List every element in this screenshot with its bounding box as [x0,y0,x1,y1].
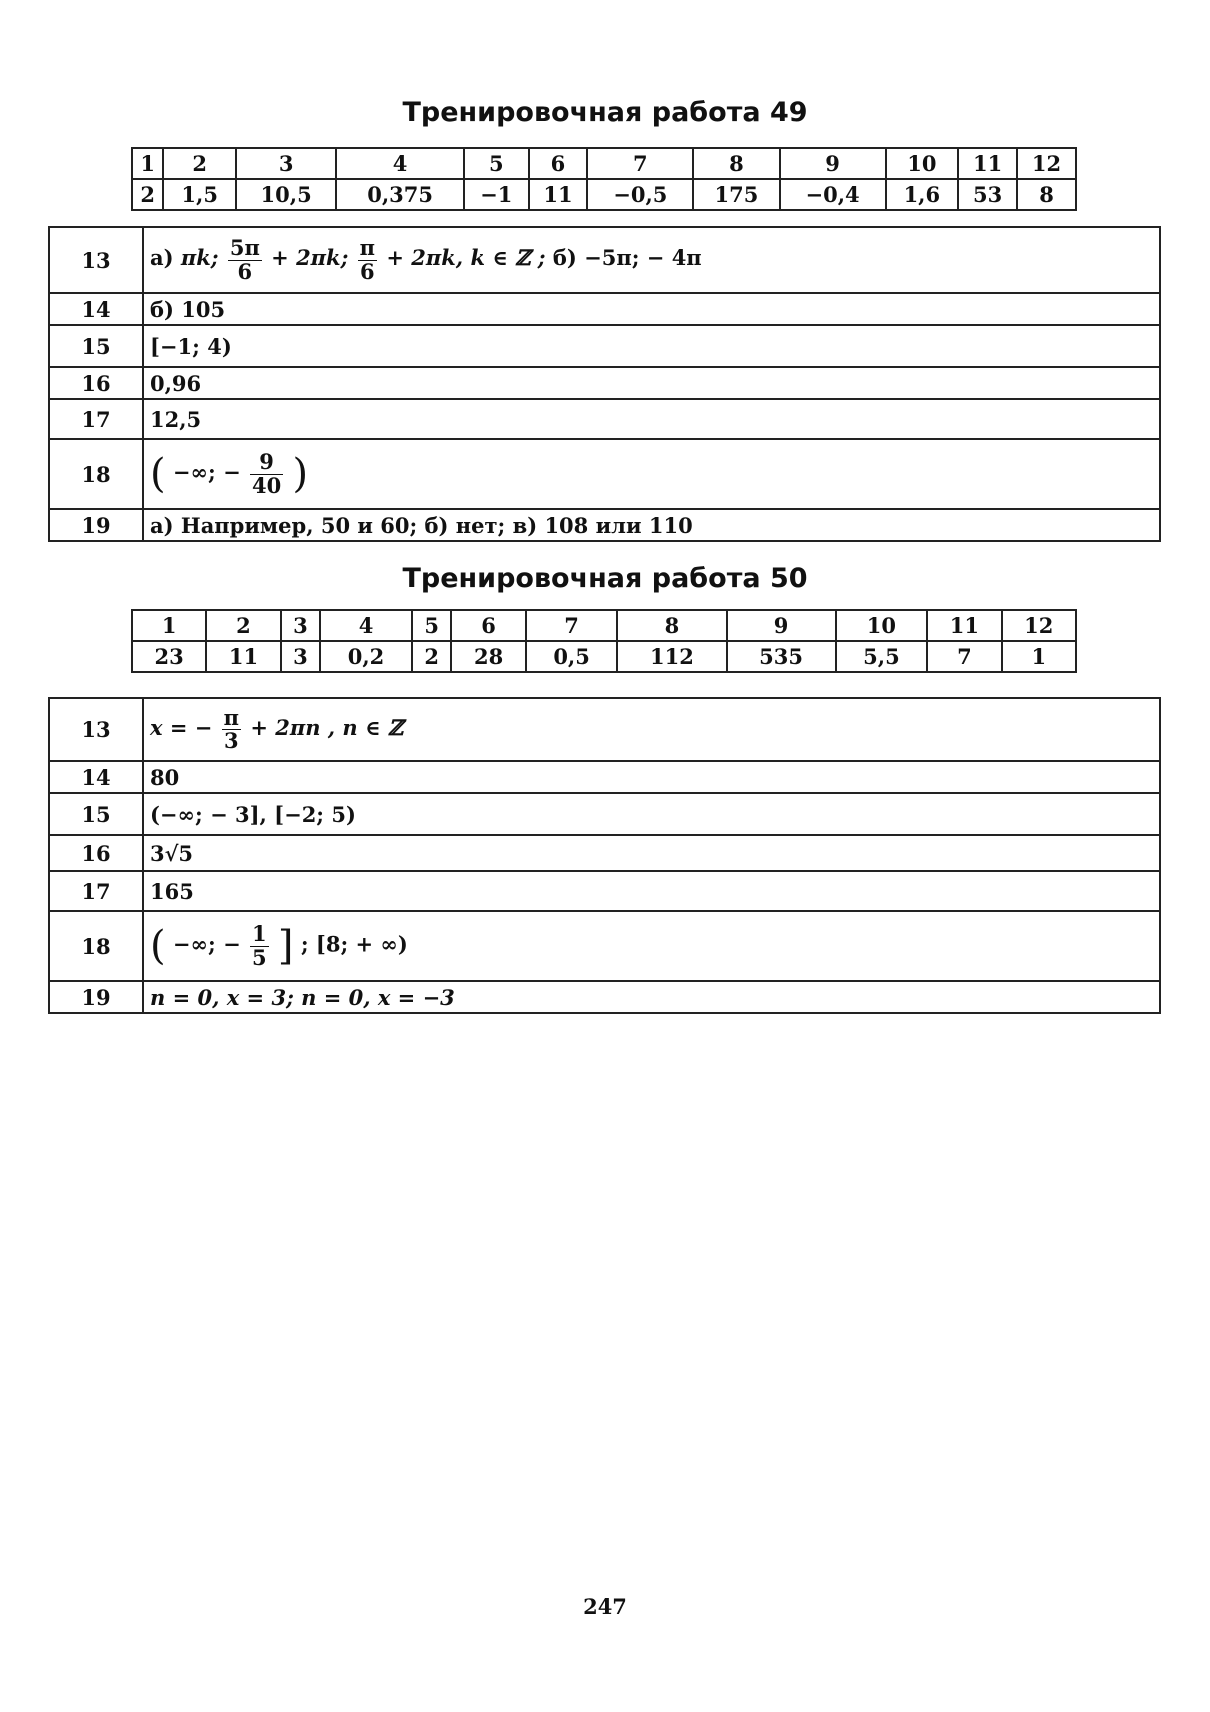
right-bracket: ] [277,923,294,969]
task-number: 16 [49,367,143,399]
part-label: б) [552,245,577,271]
header-cell: 5 [464,148,529,179]
task-number: 14 [49,293,143,325]
work50-short-answers-table [131,609,1077,673]
table-row-headers [132,610,1076,641]
fraction [250,923,269,968]
answer-cell: 10,5 [236,179,336,210]
fraction [228,237,262,282]
header-cell: 2 [206,610,280,641]
answer-cell: 5,5 [836,641,928,672]
task-number: 15 [49,325,143,367]
table-row-answers [132,641,1076,672]
answer-cell: 2 [412,641,452,672]
header-cell: 11 [927,610,1001,641]
task-number: 13 [49,227,143,293]
header-cell: 4 [336,148,464,179]
answer-cell: 0,375 [336,179,464,210]
table-row-headers [132,148,1076,179]
numerator: π [359,235,376,261]
answer-cell: 23 [132,641,206,672]
denominator: 5 [251,944,267,970]
task-number: 19 [49,981,143,1013]
table-row [49,835,1160,871]
task-number: 17 [49,871,143,911]
answer-cell: 28 [451,641,525,672]
denominator: 6 [237,258,253,284]
fraction [358,237,377,282]
header-cell: 8 [693,148,779,179]
answer-cell: 11 [529,179,588,210]
table-row [49,509,1160,541]
task-number: 14 [49,761,143,793]
header-cell: 3 [236,148,336,179]
task-number: 15 [49,793,143,835]
answer-cell: −0,5 [587,179,693,210]
table-row [49,761,1160,793]
table-row [49,439,1160,509]
answer-text: а) Например, 50 и 60; б) нет; в) 108 или 110 [143,509,1160,541]
answer-text: (−∞; − 3], [−2; 5) [143,793,1160,835]
work49-title: Тренировочная работа 49 [402,97,808,128]
answer-cell: 8 [1017,179,1076,210]
expr-part: −5π; − 4π [584,245,702,271]
answer-cell: −0,4 [780,179,886,210]
answer-cell: 0,5 [526,641,618,672]
right-bracket: ) [292,451,309,497]
header-cell: 12 [1017,148,1076,179]
task-number: 16 [49,835,143,871]
answer-cell: 1,5 [163,179,236,210]
answer-cell: 3 [281,641,321,672]
answer-cell: 1 [1002,641,1076,672]
table-row-answers [132,179,1076,210]
answer-text [143,911,1160,981]
table-row [49,367,1160,399]
table-row [49,399,1160,439]
answer-cell: 1,6 [886,179,959,210]
numerator: 9 [250,451,283,474]
task-number: 17 [49,399,143,439]
expr-part: ; [8; + ∞) [300,931,408,957]
header-cell: 10 [886,148,959,179]
table-row [49,293,1160,325]
answer-cell: 11 [206,641,280,672]
fraction [250,451,283,496]
expr-part: + 2πk; [271,245,349,271]
answer-cell: 535 [727,641,836,672]
work50-title: Тренировочная работа 50 [402,563,808,594]
answer-cell: 2 [132,179,163,210]
table-row [49,698,1160,761]
answer-text: 0,96 [143,367,1160,399]
header-cell: 6 [529,148,588,179]
answer-text: 12,5 [143,399,1160,439]
page-number: 247 [583,1594,627,1619]
answer-text [143,698,1160,761]
fraction [222,704,241,753]
part-label: а) [150,245,174,271]
answer-text: б) 105 [143,293,1160,325]
answer-text: 165 [143,871,1160,911]
answer-cell: 7 [927,641,1001,672]
header-cell: 8 [617,610,726,641]
answer-cell: 112 [617,641,726,672]
work50-long-answers-table [48,697,1161,1014]
header-cell: 6 [451,610,525,641]
task-number: 18 [49,439,143,509]
expr-part: −∞; − [172,459,241,485]
table-row [49,793,1160,835]
denominator: 3 [224,728,239,753]
numerator: 5π [229,235,260,261]
work49-long-answers-table [48,226,1161,542]
numerator: π [223,704,240,730]
header-cell: 7 [587,148,693,179]
left-bracket: ( [150,451,166,497]
header-cell: 5 [412,610,452,641]
numerator: 1 [251,921,267,947]
header-cell: 9 [780,148,886,179]
expr-part: −∞; − [172,931,241,957]
header-cell: 4 [320,610,412,641]
task-number: 18 [49,911,143,981]
header-cell: 12 [1002,610,1076,641]
answer-cell: 175 [693,179,779,210]
answer-text: 3√5 [143,835,1160,871]
answer-text: [−1; 4) [143,325,1160,367]
denominator: 6 [360,258,375,284]
header-cell: 3 [281,610,321,641]
expr-part: + 2πk, [386,245,464,271]
table-row [49,227,1160,293]
expr-part: + 2πn , n ∈ ℤ [250,715,404,740]
task-number: 13 [49,698,143,761]
answer-text [143,439,1160,509]
answer-text: n = 0, x = 3; n = 0, x = −3 [143,981,1160,1013]
table-row [49,981,1160,1013]
work49-short-answers-table [131,147,1077,211]
header-cell: 10 [836,610,928,641]
header-cell: 9 [727,610,836,641]
task-number: 19 [49,509,143,541]
expr-part: πk; [180,245,219,271]
header-cell: 7 [526,610,618,641]
header-cell: 11 [958,148,1017,179]
expr-part: x = − [150,715,213,740]
header-cell: 1 [132,148,163,179]
left-bracket: ( [150,923,166,969]
denominator: 40 [251,472,282,498]
answer-cell: 0,2 [320,641,412,672]
answer-text [143,227,1160,293]
header-cell: 1 [132,610,206,641]
answer-text: 80 [143,761,1160,793]
answer-cell: −1 [464,179,529,210]
expr-part: k ∈ ℤ ; [470,245,546,271]
table-row [49,325,1160,367]
answer-cell: 53 [958,179,1017,210]
table-row [49,911,1160,981]
table-row [49,871,1160,911]
header-cell: 2 [163,148,236,179]
